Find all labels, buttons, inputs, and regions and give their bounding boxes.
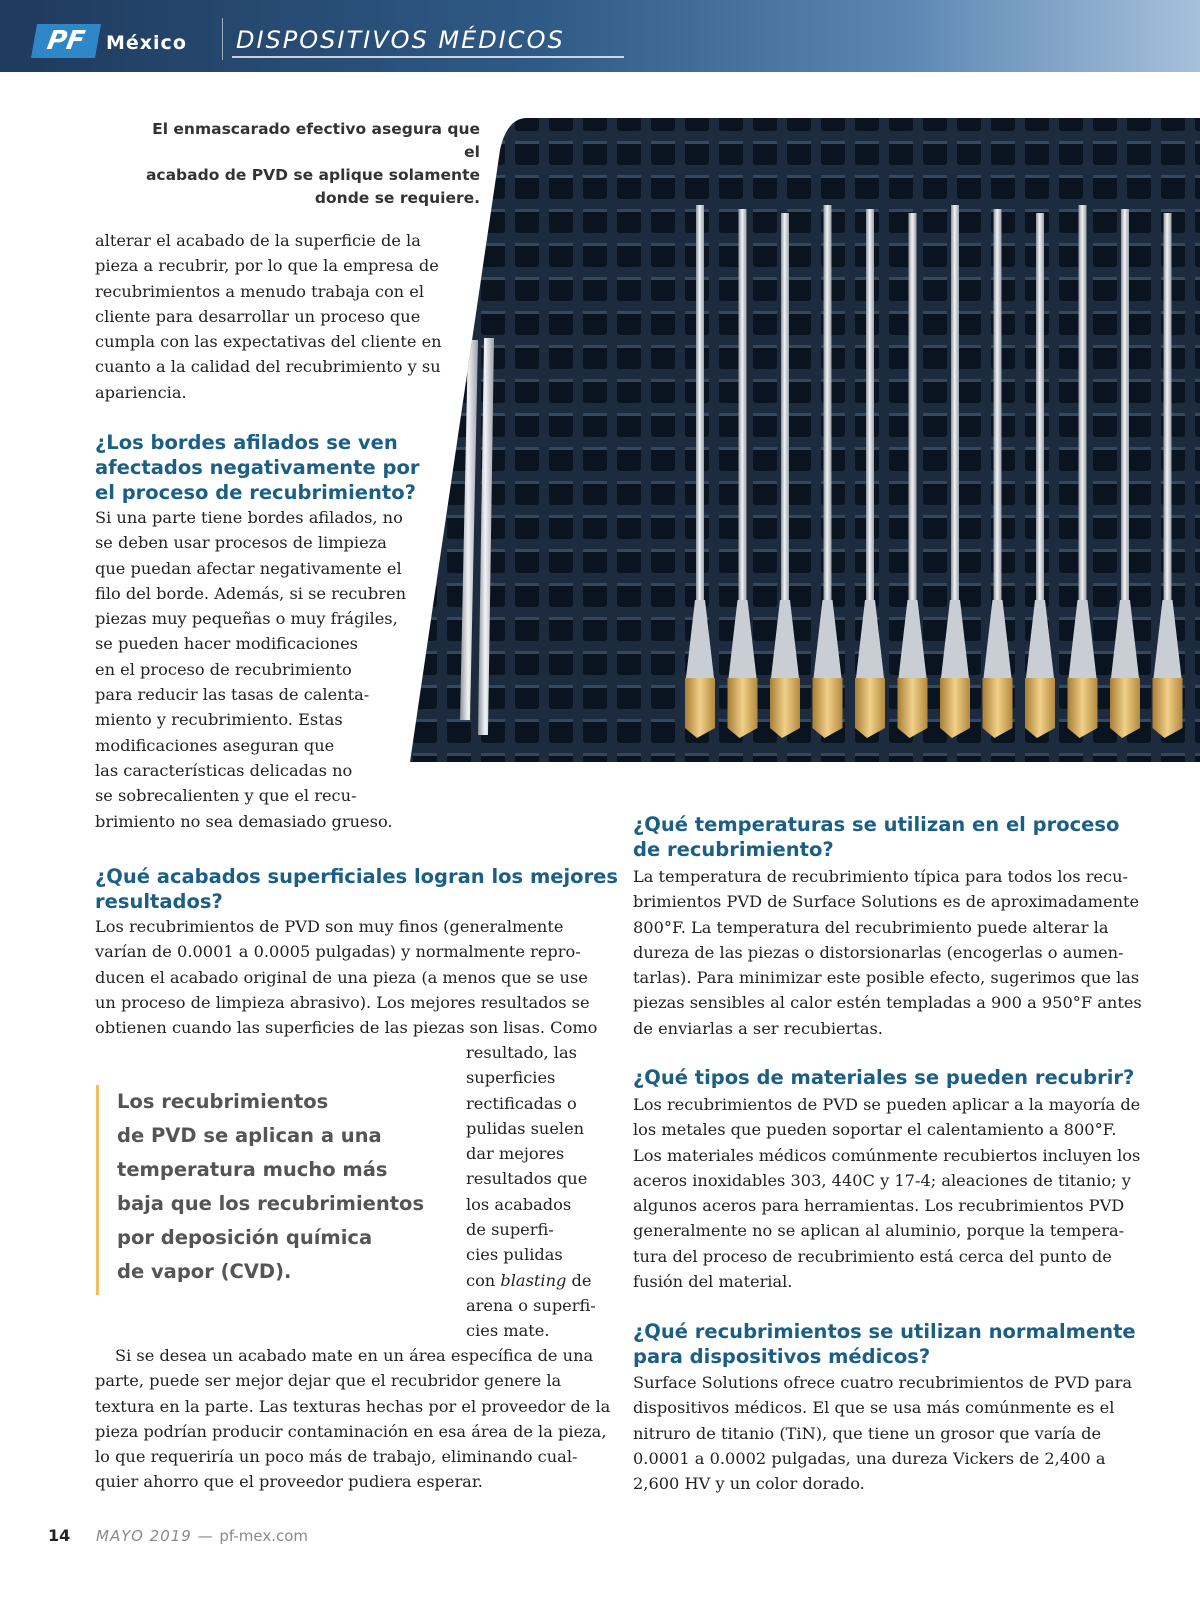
text-line: se deben usar procesos de limpieza	[95, 533, 387, 553]
text-line: dureza de las piezas o distorsionarlas (encogerlas o aumen-	[633, 942, 1124, 962]
text-line: ¿Los bordes afilados se ven	[95, 431, 398, 454]
instrument-gold-tip	[813, 678, 843, 738]
mexico-logo-text: México	[106, 32, 187, 54]
text-line: en el proceso de recubrimiento	[95, 659, 352, 679]
text-line: resultados que	[466, 1169, 588, 1189]
page-footer	[48, 1526, 309, 1546]
body-materials	[633, 1092, 1153, 1294]
text-line: algunos aceros para herramientas. Los recubrimientos PVD	[633, 1196, 1125, 1216]
body-surface-finishes	[95, 914, 605, 1040]
instrument-gold-tip	[1153, 678, 1183, 738]
instrument-gold-tip	[728, 678, 758, 738]
pull-quote-line: de PVD se aplican a una	[117, 1124, 382, 1147]
body-temperatures	[633, 864, 1153, 1041]
instrument-gold-tip	[898, 678, 928, 738]
instrument-shaft	[696, 205, 704, 605]
text-line: de enviarlas a ser recubiertas.	[633, 1018, 883, 1038]
text-line: pieza podrían producir contaminación en esa área de la pieza,	[95, 1421, 607, 1441]
caption-line: acabado de PVD se aplique solamente	[145, 166, 480, 184]
text-line: Los materiales médicos comúnmente recubiertos incluyen los	[633, 1145, 1141, 1165]
text-line: Los recubrimientos de PVD se pueden aplicar a la mayoría de	[633, 1095, 1141, 1114]
instrument-shaft	[909, 213, 917, 613]
text-line: tarlas). Para minimizar este posible efecto, sugerimos que las	[633, 968, 1140, 988]
text-line: quier ahorro que el proveedor pudiera esperar.	[95, 1472, 483, 1492]
caption-line: El enmascarado efectivo asegura que el	[152, 120, 480, 161]
pull-quote-line: Los recubrimientos	[117, 1090, 329, 1113]
text-line: dar mejores	[466, 1144, 565, 1164]
text-line: alterar el acabado de la superficie de la	[95, 231, 421, 250]
heading-temperatures	[633, 812, 1119, 862]
text-line: cies mate.	[466, 1321, 550, 1341]
text-line: filo del borde. Además, si se recubren	[95, 583, 407, 603]
body-medical-coatings	[633, 1370, 1153, 1496]
text-line: se pueden hacer modificaciones	[95, 634, 358, 654]
text-line: cumpla con las expectativas del cliente en	[95, 332, 442, 352]
text-line: Si se desea un acabado mate en un área específica de una	[115, 1346, 594, 1365]
text-line: las características delicadas no	[95, 760, 353, 780]
pull-quote-line: de vapor (CVD).	[117, 1260, 292, 1283]
pull-quote-line: por deposición química	[117, 1226, 373, 1249]
text-line: para dispositivos médicos?	[633, 1345, 931, 1368]
text-line: fusión del material.	[633, 1272, 793, 1292]
instrument-gold-tip	[770, 678, 800, 738]
text-line: rectificadas o	[466, 1093, 577, 1113]
instrument-gold-tip	[1110, 678, 1140, 738]
text-line: el proceso de recubrimiento?	[95, 481, 416, 504]
text-line: nitruro de titanio (TiN), que tiene un grosor que varía de	[633, 1423, 1102, 1443]
text-line: afectados negativamente por	[95, 456, 420, 479]
text-line: pulidas suelen	[466, 1118, 585, 1138]
text-line: cies pulidas	[466, 1245, 563, 1265]
instrument-gold-tip	[855, 678, 885, 738]
instrument-gold-tip	[685, 678, 715, 738]
text-line: piezas sensibles al calor estén templadas a 900 a 950°F antes	[633, 993, 1142, 1013]
pull-quote-line: temperatura mucho más	[117, 1158, 388, 1181]
heading-sharp-edges	[95, 430, 420, 505]
instrument-gold-tip	[983, 678, 1013, 738]
text-line: tura del proceso de recubrimiento está cerca del punto de	[633, 1246, 1112, 1266]
text-line: varían de 0.0001 a 0.0005 pulgadas) y normalmente repro-	[95, 942, 581, 962]
text-line: Surface Solutions ofrece cuatro recubrimientos de PVD para	[633, 1373, 1133, 1392]
text-line: generalmente no se aplican al aluminio, porque la tempera-	[633, 1221, 1125, 1241]
instrument-shaft	[1036, 213, 1044, 613]
text-line: de recubrimiento?	[633, 838, 834, 861]
text-line: 2,600 HV y un color dorado.	[633, 1474, 865, 1494]
text-line: textura en la parte. Las texturas hechas por el proveedor de la	[95, 1396, 611, 1416]
text-line: resultados?	[95, 890, 223, 913]
heading-medical-coatings	[633, 1319, 1136, 1369]
text-line: piezas muy pequeñas o muy frágiles,	[95, 609, 398, 629]
instrument-shaft	[739, 209, 747, 609]
instrument-gold-tip	[1068, 678, 1098, 738]
text-line: lo que requeriría un poco más de trabajo, eliminando cual-	[95, 1447, 578, 1467]
text-line: cliente para desarrollar un proceso que	[95, 306, 421, 326]
instrument-gold-tip	[1025, 678, 1055, 738]
text-line: ¿Qué recubrimientos se utilizan normalmente	[633, 1320, 1136, 1343]
text-line: los metales que pueden soportar el calentamiento a 800°F.	[633, 1120, 1117, 1140]
text-line: dispositivos médicos. El que se usa más comúnmente es el	[633, 1398, 1115, 1418]
instrument-shaft	[781, 213, 789, 613]
text-line: recubrimientos a menudo trabaja con el	[95, 281, 425, 301]
text-line: ¿Qué tipos de materiales se pueden recubrir?	[633, 1066, 1135, 1089]
intro-paragraph	[95, 228, 440, 405]
text-line: obtienen cuando las superficies de las piezas son lisas. Como	[95, 1018, 598, 1038]
instrument-shaft	[1164, 213, 1172, 613]
section-title: DISPOSITIVOS MÉDICOS	[236, 26, 565, 54]
instrument-shaft	[824, 205, 832, 605]
text-line: que puedan afectar negativamente el	[95, 558, 402, 578]
text-line: los acabados	[466, 1194, 572, 1214]
page-number: 14	[48, 1526, 71, 1545]
text-line: pieza a recubrir, por lo que la empresa de	[95, 256, 439, 276]
text-line: arena o superfi-	[466, 1295, 596, 1315]
body-surface-finishes-narrow: resultado, las superficies rectificadas o pulidas suelen dar mejores resultados que los acabados de superfi- cies pulidas con blasting de arena o superfi- cies mate.	[466, 1040, 606, 1344]
instrument-shaft	[866, 209, 874, 609]
instrument-shaft	[994, 209, 1002, 609]
text-line: de superfi-	[466, 1220, 554, 1240]
text-line: brimientos PVD de Surface Solutions es de aproximadamente	[633, 892, 1140, 912]
issue-info: MAYO 2019 — pf-mex.com	[96, 1527, 309, 1545]
body-matte-finish	[95, 1343, 611, 1495]
text-line: Los recubrimientos de PVD son muy finos (generalmente	[95, 917, 564, 936]
text-line: apariencia.	[95, 382, 187, 402]
site-url[interactable]: pf-mex.com	[219, 1527, 309, 1545]
text-line: un proceso de limpieza abrasivo). Los mejores resultados se	[95, 992, 590, 1012]
text-line: resultado, las	[466, 1043, 577, 1062]
text-line: se sobrecalienten y que el recu-	[95, 786, 357, 806]
pf-logo: PF	[31, 24, 101, 58]
body-sharp-edges	[95, 505, 405, 834]
instrument-shaft	[951, 205, 959, 605]
text-line: 0.0001 a 0.0002 pulgadas, una dureza Vickers de 2,400 a	[633, 1448, 1106, 1468]
text-line: para reducir las tasas de calenta-	[95, 685, 370, 705]
heading-materials	[633, 1065, 1134, 1090]
text-line: ¿Qué temperaturas se utilizan en el proceso	[633, 813, 1120, 836]
text-line: Si una parte tiene bordes afilados, no	[95, 508, 403, 527]
photo-caption	[140, 118, 480, 210]
text-line: miento y recubrimiento. Estas	[95, 710, 343, 730]
text-line: brimiento no sea demasiado grueso.	[95, 811, 393, 831]
text-line: 800°F. La temperatura del recubrimiento puede alterar la	[633, 917, 1109, 937]
pull-quote	[96, 1085, 436, 1295]
text-line: aceros inoxidables 303, 440C y 17-4; aleaciones de titanio; y	[633, 1170, 1131, 1190]
instrument-shaft	[1079, 205, 1087, 605]
text-line: cuanto a la calidad del recubrimiento y su	[95, 357, 441, 377]
text-line: superficies	[466, 1068, 556, 1088]
instrument-shaft	[1121, 209, 1129, 609]
text-line: ¿Qué acabados superficiales logran los mejores	[95, 865, 619, 888]
pull-quote-line: baja que los recubrimientos	[117, 1192, 425, 1215]
instrument-gold-tip	[940, 678, 970, 738]
text-line: parte, puede ser mejor dejar que el recubridor genere la	[95, 1371, 562, 1391]
heading-surface-finishes	[95, 864, 618, 914]
text-line: La temperatura de recubrimiento típica para todos los recu-	[633, 867, 1128, 886]
caption-line: donde se requiere.	[314, 189, 480, 207]
text-line: modificaciones aseguran que	[95, 735, 335, 755]
text-line: ducen el acabado original de una pieza (a menos que se use	[95, 967, 588, 987]
